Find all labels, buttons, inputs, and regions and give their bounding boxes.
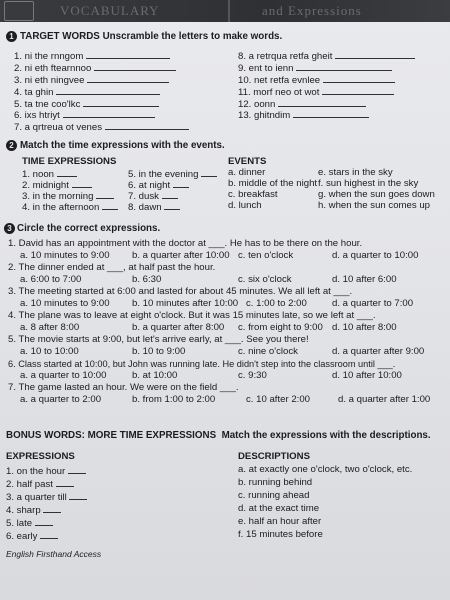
time-5: 5. in the evening bbox=[128, 167, 217, 181]
s1-item-10: 10. net retfa evnlee bbox=[238, 73, 395, 87]
section1-instruction: Unscramble the letters to make words. bbox=[102, 31, 283, 42]
q5-c: c. nine o'clock bbox=[238, 346, 298, 357]
s1-item-7: 7. a qrtreua ot venes bbox=[14, 120, 189, 134]
descriptions-header: DESCRIPTIONS bbox=[238, 451, 310, 462]
section4-instruction: Match the expressions with the descriptions. bbox=[221, 430, 431, 441]
q1-a: a. 10 minutes to 9:00 bbox=[20, 250, 110, 261]
header-right-word: and Expressions bbox=[262, 3, 362, 18]
events-header: EVENTS bbox=[228, 156, 267, 167]
desc-d: d. at the exact time bbox=[238, 503, 320, 514]
q4-a: a. 8 after 8:00 bbox=[20, 322, 80, 333]
footer-text: English Firsthand Access bbox=[6, 549, 102, 559]
expressions-header: EXPRESSIONS bbox=[6, 451, 75, 462]
time-3: 3. in the morning bbox=[22, 189, 114, 203]
q6-b: b. at 10:00 bbox=[132, 370, 178, 381]
q3-b: b. 10 minutes after 10:00 bbox=[132, 298, 239, 309]
q2-a: a. 6:00 to 7:00 bbox=[20, 274, 82, 285]
q4-d: d. 10 after 8:00 bbox=[332, 322, 397, 333]
q5-text: 5. The movie starts at 9:00, but let's arrive early, at ___. See you there! bbox=[8, 334, 309, 345]
exp-4: 4. sharp bbox=[6, 503, 61, 517]
q3-text: 3. The meeting started at 6:00 and lasted for about 45 minutes. We all left at ___. bbox=[8, 286, 353, 297]
q2-text: 2. The dinner ended at ___, at half past the hour. bbox=[8, 262, 216, 273]
q5-a: a. 10 to 10:00 bbox=[20, 346, 79, 357]
q6-d: d. 10 after 10:00 bbox=[332, 370, 402, 381]
logo-icon bbox=[4, 1, 34, 21]
event-b: b. middle of the night bbox=[228, 178, 318, 189]
header-bar bbox=[0, 0, 450, 22]
q7-d: d. a quarter after 1:00 bbox=[338, 394, 431, 405]
time-1: 1. noon bbox=[22, 167, 77, 181]
event-f: f. sun highest in the sky bbox=[318, 178, 419, 189]
header-left-word: VOCABULARY bbox=[60, 3, 160, 18]
q4-b: b. a quarter after 8:00 bbox=[132, 322, 225, 333]
q2-b: b. 6:30 bbox=[132, 274, 162, 285]
section4-title-text: BONUS WORDS: MORE TIME EXPRESSIONS bbox=[6, 430, 217, 441]
q1-d: d. a quarter to 10:00 bbox=[332, 250, 419, 261]
event-c: c. breakfast bbox=[228, 189, 278, 200]
section1-badge: 1 bbox=[6, 31, 17, 42]
section2-title: Match the time expressions with the events. bbox=[20, 140, 225, 151]
desc-c: c. running ahead bbox=[238, 490, 310, 501]
q2-d: d. 10 after 6:00 bbox=[332, 274, 397, 285]
q3-a: a. 10 minutes to 9:00 bbox=[20, 298, 110, 309]
section2-badge: 2 bbox=[6, 140, 17, 151]
q1-b: b. a quarter after 10:00 bbox=[132, 250, 230, 261]
event-a: a. dinner bbox=[228, 167, 266, 178]
q5-d: d. a quarter after 9:00 bbox=[332, 346, 425, 357]
q1-c: c. ten o'clock bbox=[238, 250, 294, 261]
q7-b: b. from 1:00 to 2:00 bbox=[132, 394, 216, 405]
s1-item-12: 12. oonn bbox=[238, 97, 366, 111]
time-expressions-header: TIME EXPRESSIONS bbox=[22, 156, 117, 167]
s1-item-5: 5. ta tne coo'lkc bbox=[14, 97, 159, 111]
s1-item-6: 6. ixs htriyt bbox=[14, 108, 155, 122]
q1-text: 1. David has an appointment with the doctor at ___. He has to be there on the hour. bbox=[8, 238, 363, 249]
time-4: 4. in the afternoon bbox=[22, 200, 118, 214]
section1-title-text: TARGET WORDS bbox=[20, 31, 100, 42]
event-d: d. lunch bbox=[228, 200, 262, 211]
q2-c: c. six o'clock bbox=[238, 274, 292, 285]
s1-item-1: 1. ni the rnngom bbox=[14, 49, 170, 63]
s1-item-13: 13. ghitndim bbox=[238, 108, 369, 122]
time-6: 6. at night bbox=[128, 178, 189, 192]
desc-e: e. half an hour after bbox=[238, 516, 322, 527]
section3-badge: 3 bbox=[4, 223, 15, 234]
exp-5: 5. late bbox=[6, 516, 53, 530]
section4-title bbox=[6, 430, 431, 442]
q3-d: d. a quarter to 7:00 bbox=[332, 298, 414, 309]
q6-text: 6. Class started at 10:00, but John was running late. He didn't step into the classroom until ___. bbox=[8, 359, 396, 369]
header-divider bbox=[228, 0, 230, 22]
time-7: 7. dusk bbox=[128, 189, 178, 203]
q4-text: 4. The plane was to leave at eight o'clock. But it was 15 minutes late, so we left at ___. bbox=[8, 310, 376, 321]
q7-text: 7. The game lasted an hour. We were on the field ___. bbox=[8, 382, 239, 393]
q3-c: c. 1:00 to 2:00 bbox=[246, 298, 307, 309]
s1-item-11: 11. morf neo ot wot bbox=[238, 85, 394, 99]
time-2: 2. midnight bbox=[22, 178, 92, 192]
s1-item-2: 2. ni eth ftearnnoo bbox=[14, 61, 176, 75]
q6-a: a. a quarter to 10:00 bbox=[20, 370, 107, 381]
event-e: e. stars in the sky bbox=[318, 167, 393, 178]
event-g: g. when the sun goes down bbox=[318, 189, 435, 200]
q7-c: c. 10 after 2:00 bbox=[246, 394, 310, 405]
section3-title: Circle the correct expressions. bbox=[17, 223, 161, 234]
s1-item-3: 3. ni eth ningvee bbox=[14, 73, 169, 87]
exp-2: 2. half past bbox=[6, 477, 74, 491]
q5-b: b. 10 to 9:00 bbox=[132, 346, 186, 357]
exp-1: 1. on the hour bbox=[6, 464, 86, 478]
desc-a: a. at exactly one o'clock, two o'clock, etc. bbox=[238, 464, 413, 475]
s1-item-9: 9. ent to ienn bbox=[238, 61, 392, 75]
q7-a: a. a quarter to 2:00 bbox=[20, 394, 102, 405]
time-8: 8. dawn bbox=[128, 200, 180, 214]
event-h: h. when the sun comes up bbox=[318, 200, 430, 211]
section1-title bbox=[20, 31, 282, 43]
q4-c: c. from eight to 9:00 bbox=[238, 322, 323, 333]
desc-f: f. 15 minutes before bbox=[238, 529, 323, 540]
s1-item-4: 4. ta ghin bbox=[14, 85, 160, 99]
q6-c: c. 9:30 bbox=[238, 370, 267, 381]
exp-3: 3. a quarter till bbox=[6, 490, 87, 504]
exp-6: 6. early bbox=[6, 529, 58, 543]
s1-item-8: 8. a retrqua retfa gheit bbox=[238, 49, 415, 63]
desc-b: b. running behind bbox=[238, 477, 313, 488]
